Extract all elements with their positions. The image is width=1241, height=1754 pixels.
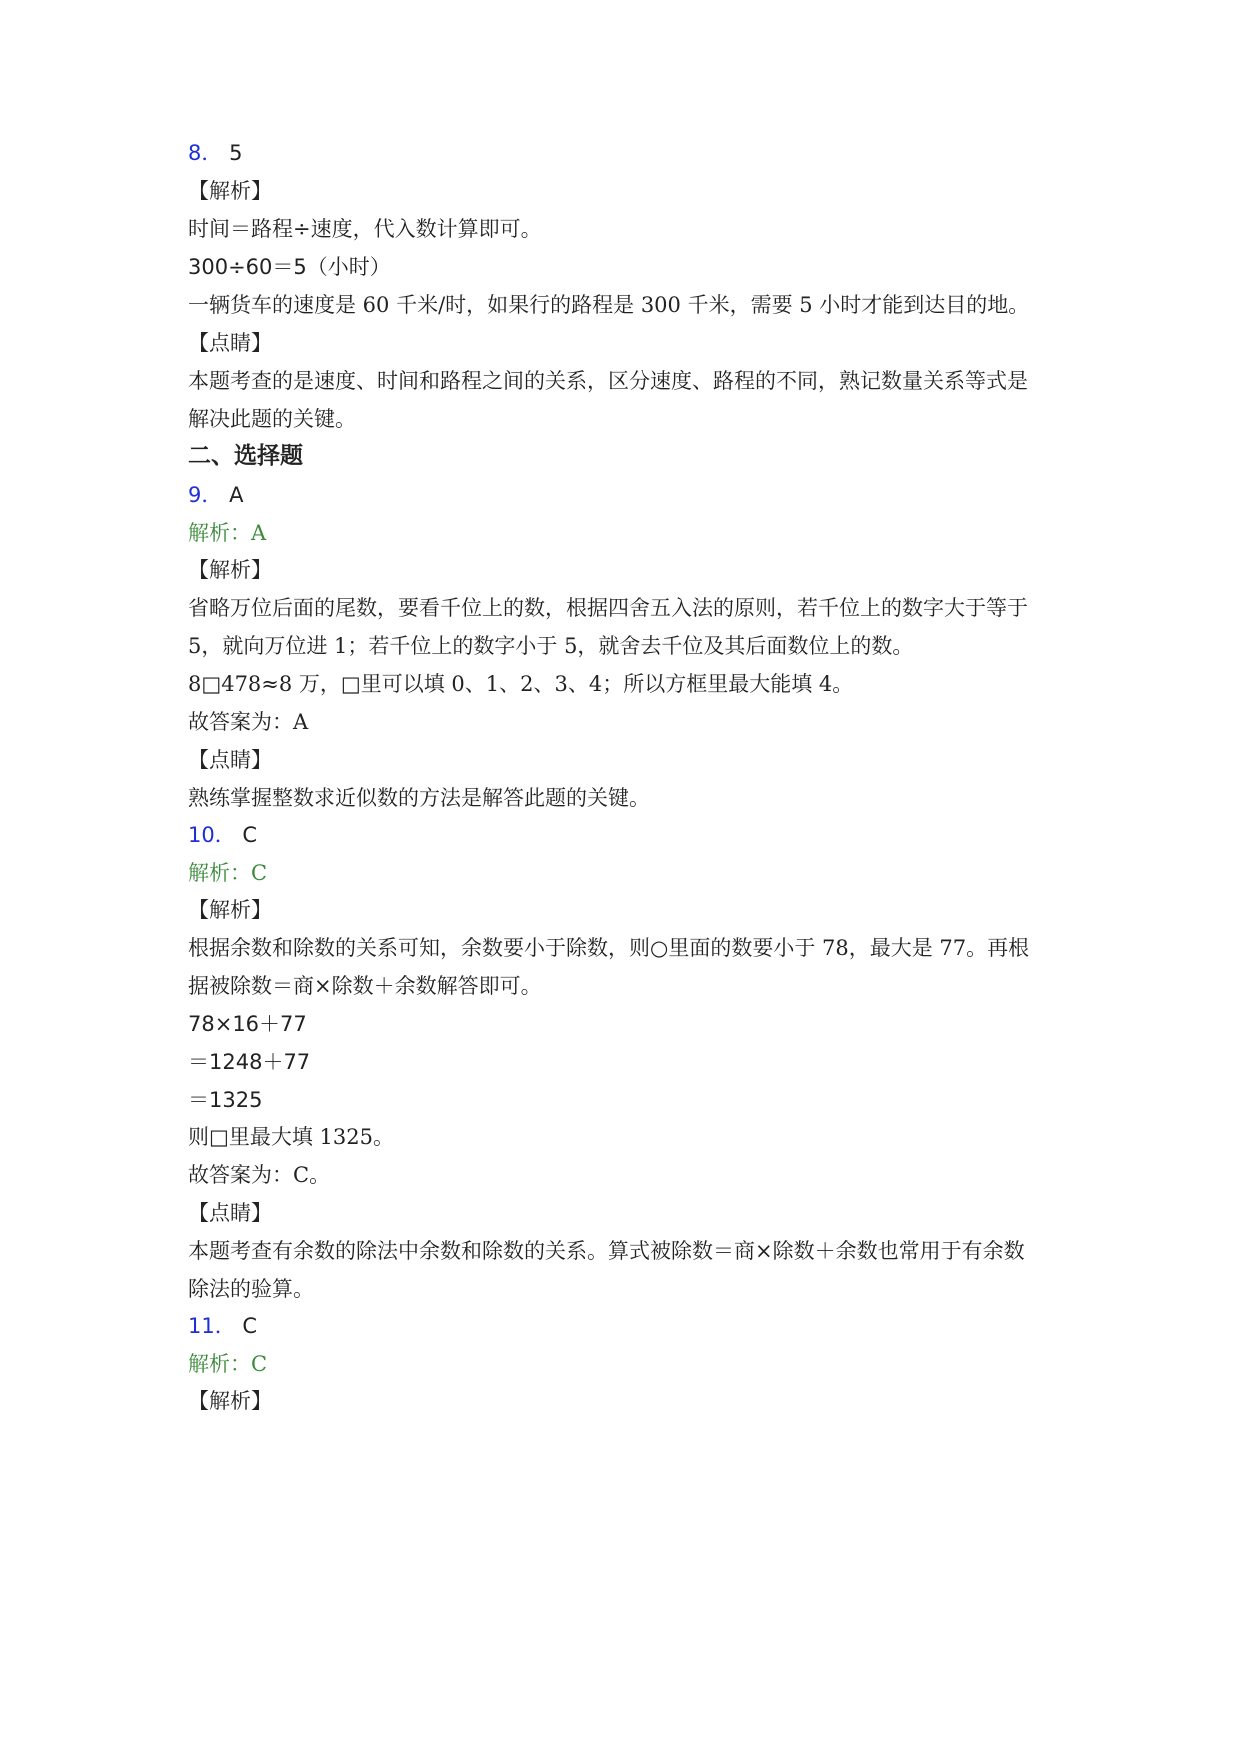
analysis-line: 据被除数＝商×除数＋余数解答即可。 bbox=[188, 974, 542, 998]
answer: C bbox=[242, 823, 258, 847]
question-8-heading bbox=[188, 138, 242, 168]
analysis-line: 一辆货车的速度是 60 千米/时，如果行的路程是 300 千米，需要 5 小时才能到达目的地。 bbox=[188, 293, 1030, 317]
question-number: 11． bbox=[188, 1314, 236, 1338]
calc-line: 78×16＋77 bbox=[188, 1012, 307, 1036]
section-title: 二、选择题 bbox=[188, 442, 303, 469]
jiexi-tag: 【解析】 bbox=[188, 1389, 272, 1413]
calc-line: ＝1248＋77 bbox=[188, 1050, 311, 1074]
analysis-line: 5，就向万位进 1；若千位上的数字小于 5，就舍去千位及其后面数位上的数。 bbox=[188, 634, 914, 658]
jiexi-short: 解析：C bbox=[188, 861, 268, 885]
question-number: 8． bbox=[188, 141, 223, 165]
jiexi-short: 解析：A bbox=[188, 521, 267, 545]
analysis-line: 根据余数和除数的关系可知，余数要小于除数，则○里面的数要小于 78，最大是 77。再根 bbox=[188, 936, 1030, 960]
dianjing-tag: 【点睛】 bbox=[188, 1201, 272, 1225]
jiexi-tag: 【解析】 bbox=[188, 558, 272, 582]
analysis-line: 省略万位后面的尾数，要看千位上的数，根据四舍五入法的原则，若千位上的数字大于等于 bbox=[188, 596, 1028, 620]
answer: A bbox=[229, 483, 244, 507]
analysis-line: 300÷60＝5（小时） bbox=[188, 255, 391, 279]
analysis-line: 时间＝路程÷速度，代入数计算即可。 bbox=[188, 217, 542, 241]
answer: 5 bbox=[229, 141, 243, 165]
dianjing-line: 本题考查的是速度、时间和路程之间的关系，区分速度、路程的不同，熟记数量关系等式是 bbox=[188, 369, 1028, 393]
answer: C bbox=[242, 1314, 258, 1338]
jiexi-tag: 【解析】 bbox=[188, 179, 272, 203]
dianjing-line: 本题考查有余数的除法中余数和除数的关系。算式被除数＝商×除数＋余数也常用于有余数 bbox=[188, 1239, 1025, 1263]
calc-line: ＝1325 bbox=[188, 1088, 263, 1112]
jiexi-tag: 【解析】 bbox=[188, 898, 272, 922]
question-10-heading bbox=[188, 820, 257, 850]
dianjing-line: 解决此题的关键。 bbox=[188, 407, 356, 431]
question-number: 9． bbox=[188, 483, 223, 507]
jiexi-short: 解析：C bbox=[188, 1352, 268, 1376]
analysis-line: 故答案为：A bbox=[188, 710, 309, 734]
analysis-line: 则□里最大填 1325。 bbox=[188, 1125, 394, 1149]
question-9-heading bbox=[188, 480, 243, 510]
dianjing-tag: 【点睛】 bbox=[188, 748, 272, 772]
analysis-line: 8□478≈8 万，□里可以填 0、1、2、3、4；所以方框里最大能填 4。 bbox=[188, 672, 854, 696]
dianjing-tag: 【点睛】 bbox=[188, 331, 272, 355]
analysis-line: 故答案为：C。 bbox=[188, 1163, 331, 1187]
dianjing-line: 除法的验算。 bbox=[188, 1277, 314, 1301]
question-11-heading bbox=[188, 1311, 257, 1341]
question-number: 10． bbox=[188, 823, 236, 847]
dianjing-line: 熟练掌握整数求近似数的方法是解答此题的关键。 bbox=[188, 786, 650, 810]
